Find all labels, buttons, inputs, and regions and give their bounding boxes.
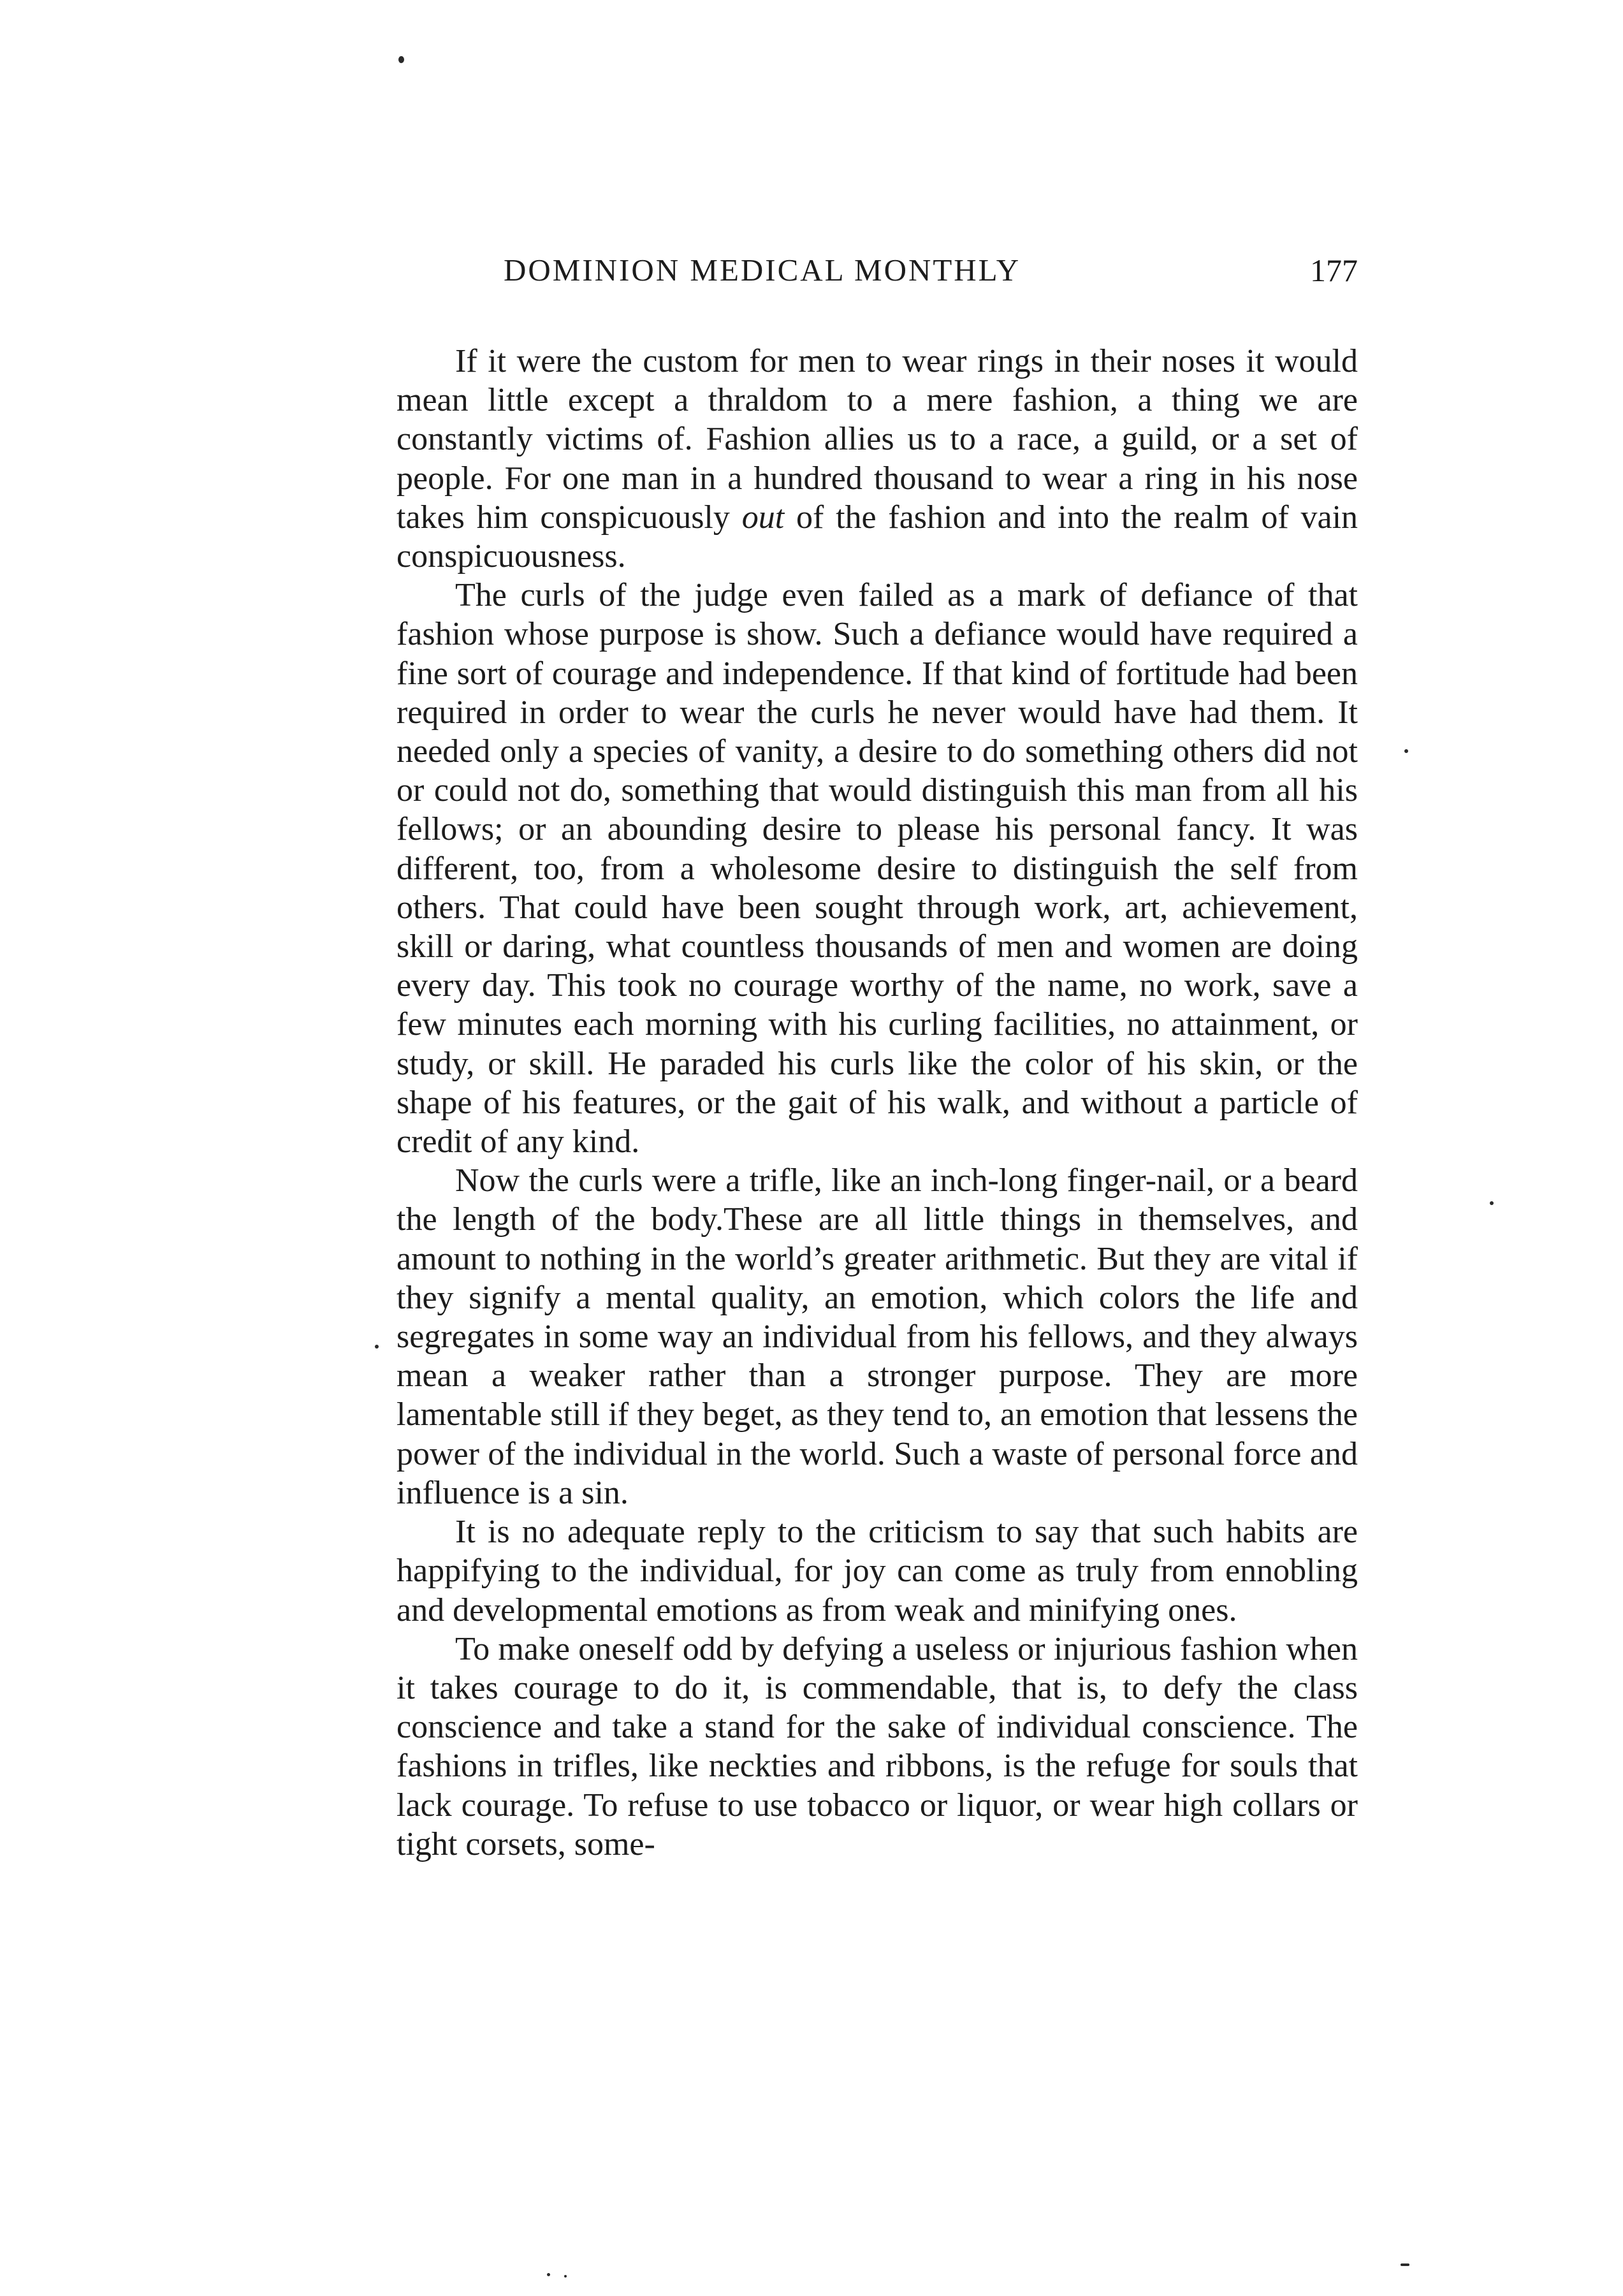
print-speck	[564, 2275, 567, 2278]
paragraph: To make oneself odd by defying a useless or injurious fashion when it takes courage to do it, is commendable, that is, to defy the class conscience and take a stand for the sake of individual conscience. The fashions in trifles, like neckties and ribbons, is the refuge for souls that lack courage. To refuse to use tobacco or liquor, or wear high collars or tight corsets, some-	[397, 1630, 1358, 1862]
article-body	[397, 342, 1358, 1864]
paragraph: The curls of the judge even failed as a mark of defiance of that fashion whose purpose is show. Such a defiance would have required a fine sort of courage and independence. If that kind of fortitude had been required in order to wear the curls he never would have had them. It needed only a species of vanity, a desire to do something others did not or could not do, something that would distinguish this man from all his fellows; or an abounding desire to please his personal fancy. It was different, too, from a wholesome desire to distinguish the self from others. That could have been sought through work, art, achievement, skill or daring, what countless thousands of men and women are doing every day. This took no courage worthy of the name, no work, save a few minutes each morning with his curling facilities, no attainment, or study, or skill. He paraded his curls like the color of his skin, or the shape of his features, or the gait of his walk, and without a particle of credit of any kind.	[397, 577, 1358, 1160]
print-speck	[1401, 2263, 1409, 2266]
print-speck	[1490, 1201, 1494, 1205]
paragraph-text: If it were the custom for men to wear rings in their noses it would mean little except a thraldom to a mere fashion, a thing we are constantly victims of. Fashion allies us to a race, a guild, or a set of people. For one man in a hundred thousand to wear a ring in his nose takes him conspicuously	[397, 343, 1358, 536]
running-header	[504, 252, 1358, 303]
running-title: DOMINION MEDICAL MONTHLY	[504, 252, 1021, 288]
paragraph	[397, 342, 1358, 576]
page-number: 177	[1310, 252, 1358, 288]
print-speck	[398, 56, 404, 63]
emphasized-word: out	[741, 499, 785, 536]
print-speck	[547, 2273, 550, 2276]
print-speck	[1404, 749, 1408, 753]
paragraph: Now the curls were a trifle, like an inch-long finger-nail, or a beard the length of the body.These are all little things in themselves, and amount to nothing in the world’s greater arithmetic. But they are vital if they signify a mental quality, an emotion, which colors the life and segregates in some way an individual from his fellows, and they always mean a weaker rather than a stronger purpose. They are more lamentable still if they beget, as they tend to, an emotion that lessens the power of the individual in the world. Such a waste of personal force and influence is a sin.	[397, 1162, 1358, 1511]
paragraph-text: of the fashion and into the realm of vain conspicuousness.	[397, 499, 1358, 575]
print-speck	[375, 1345, 379, 1349]
paragraph: It is no adequate reply to the criticism to say that such habits are happifying to the individual, for joy can come as truly from ennobling and developmental emotions as from weak and minifying ones.	[397, 1514, 1358, 1628]
